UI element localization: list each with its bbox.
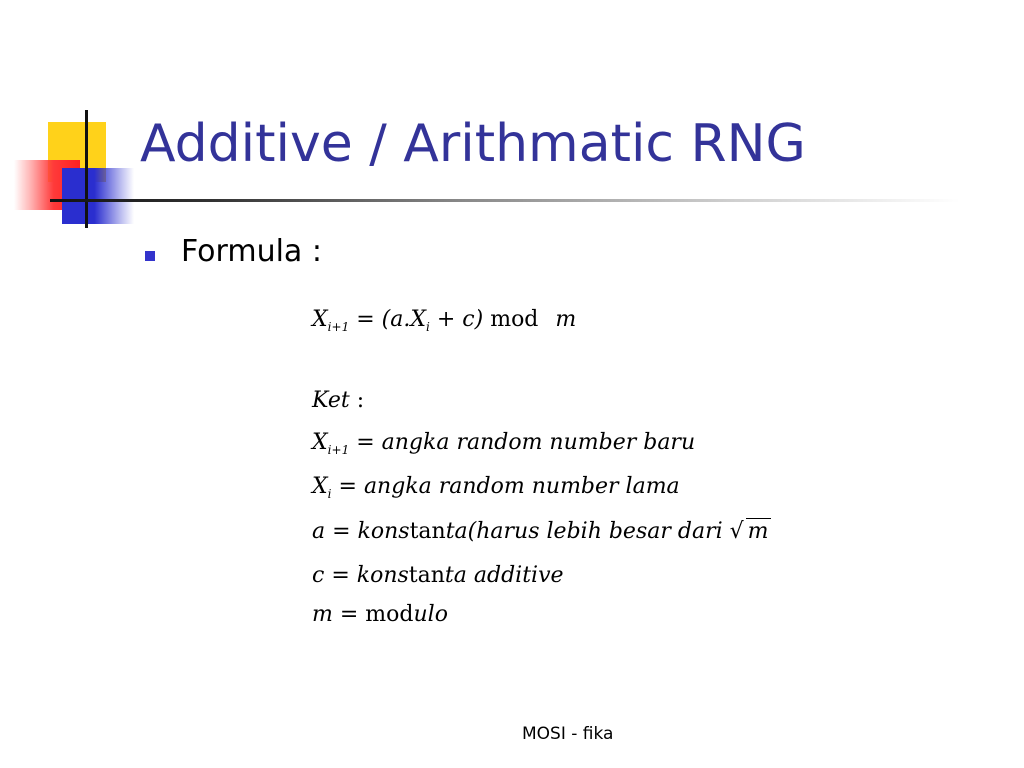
def-m-rest: ulo bbox=[413, 602, 448, 627]
decorative-blue-square bbox=[62, 168, 134, 224]
ket-colon: : bbox=[356, 388, 365, 413]
formula-m: m bbox=[555, 307, 577, 332]
def-xi1-text: = angka random number baru bbox=[356, 430, 696, 455]
formula-plus-c: + c) bbox=[436, 307, 484, 332]
formula-lhs-sub: i+1 bbox=[327, 320, 350, 334]
def-a-tan: tan bbox=[409, 519, 446, 544]
title-underline bbox=[50, 199, 960, 202]
definition-xi bbox=[312, 474, 680, 501]
slide-footer: MOSI - fika bbox=[522, 724, 614, 744]
ket-heading bbox=[312, 388, 364, 413]
sqrt-icon: √ bbox=[729, 519, 744, 544]
def-a-sqrt-arg: m bbox=[747, 519, 769, 544]
def-xi-sub: i bbox=[327, 487, 332, 501]
def-xi-text: = angka random number lama bbox=[338, 474, 680, 499]
ket-label: Ket bbox=[312, 388, 350, 413]
formula-eq: = bbox=[356, 307, 375, 332]
slide-title: Additive / Arithmatic RNG bbox=[140, 114, 806, 174]
formula-open: (a. bbox=[381, 307, 411, 332]
formula-x-sub: i bbox=[426, 320, 430, 334]
bullet-icon bbox=[145, 251, 155, 261]
bullet-formula-label: Formula : bbox=[181, 234, 322, 269]
definition-xi1 bbox=[312, 430, 695, 457]
def-a-lead: a = kons bbox=[312, 519, 410, 544]
def-m-lead: m = bbox=[312, 602, 359, 627]
formula-mod: mod bbox=[490, 307, 539, 332]
definition-c bbox=[312, 563, 564, 588]
def-c-tan: tan bbox=[408, 563, 445, 588]
def-m-mod: mod bbox=[365, 602, 414, 627]
def-xi1-sub: i+1 bbox=[327, 443, 350, 457]
def-c-lead: c = kons bbox=[312, 563, 409, 588]
def-xi-var: X bbox=[312, 474, 328, 499]
main-formula bbox=[312, 307, 576, 334]
def-c-rest: ta additive bbox=[444, 563, 564, 588]
decorative-vertical-line bbox=[85, 110, 88, 228]
formula-lhs-var: X bbox=[312, 307, 328, 332]
definition-m bbox=[312, 602, 448, 627]
def-xi1-var: X bbox=[312, 430, 328, 455]
formula-x-var: X bbox=[410, 307, 427, 332]
definition-a bbox=[312, 518, 771, 544]
def-a-rest: ta(harus lebih besar dari bbox=[445, 519, 723, 544]
